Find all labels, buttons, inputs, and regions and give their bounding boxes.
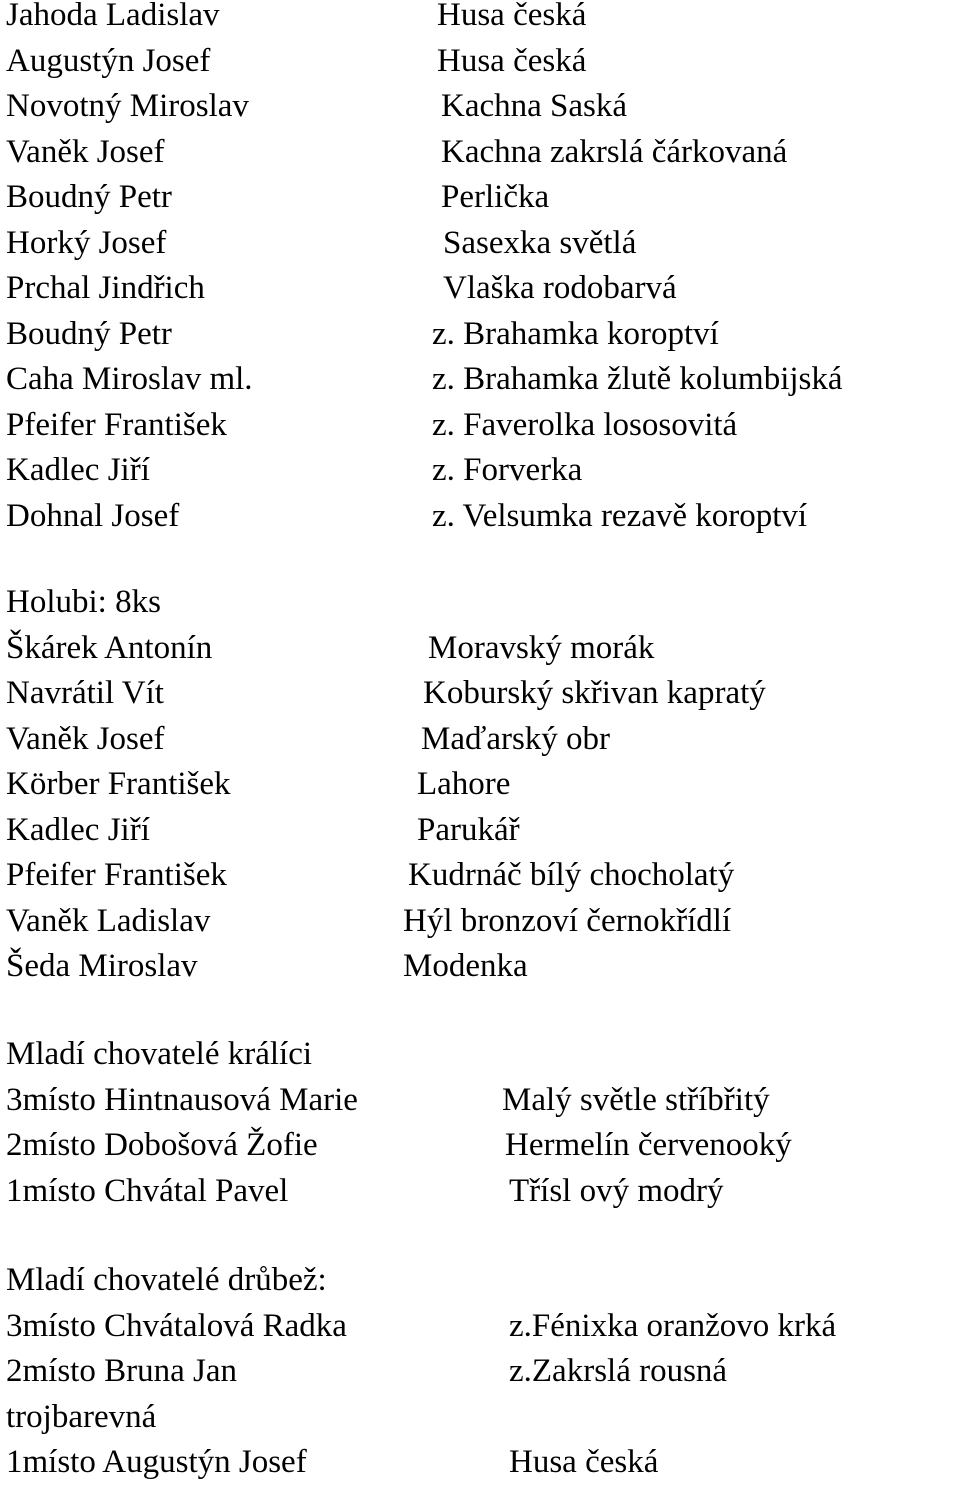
list-item [0, 1171, 960, 1217]
list-item [0, 719, 960, 765]
breed-name: Maďarský obr [421, 720, 611, 757]
exhibitor-name: Vaněk Ladislav [6, 902, 211, 939]
section-heading: Mladí chovatelé drůbež: [6, 1262, 327, 1298]
breed-name: Lahore [417, 766, 511, 802]
list-item [0, 223, 960, 269]
section-heading: Holubi: 8ks [6, 584, 161, 620]
list-item [0, 1351, 960, 1397]
section-heading: Mladí chovatelé králíci [6, 1036, 313, 1072]
exhibitor-name: Kadlec Jiří [6, 811, 150, 848]
list-item [0, 314, 960, 360]
breed-name: z. Faverolka lososovitá [432, 406, 738, 443]
placement-name: 3místo Hintnausová Marie [6, 1081, 358, 1118]
poultry-section [0, 0, 960, 541]
breed-name: Moravský morák [428, 629, 655, 666]
list-item [0, 1125, 960, 1171]
list-item [0, 132, 960, 178]
exhibitor-name: Vaněk Josef [6, 720, 165, 757]
exhibitor-name: Dohnal Josef [6, 497, 180, 534]
exhibitor-name: Škárek Antonín [6, 629, 213, 666]
placement-name: 2místo Bruna Jan [6, 1353, 237, 1389]
breed-name: Sasexka světlá [443, 224, 637, 261]
exhibitor-name: Horký Josef [6, 224, 167, 261]
young-rabbits-section [0, 1034, 960, 1216]
list-item [0, 496, 960, 542]
breed-name: Husa česká [437, 42, 587, 79]
list-item [0, 1080, 960, 1126]
list-item [0, 901, 960, 947]
exhibitor-name: Jahoda Ladislav [6, 0, 220, 33]
breed-name: Malý světle stříbřitý [502, 1081, 770, 1118]
exhibitor-name: Šeda Miroslav [6, 948, 198, 984]
exhibitor-name: Kadlec Jiří [6, 452, 150, 488]
young-poultry-section [0, 1260, 960, 1488]
list-item [0, 1442, 960, 1488]
exhibitor-name: Caha Miroslav ml. [6, 361, 253, 397]
placement-name: 3místo Chvátalová Radka [6, 1307, 347, 1344]
list-item [0, 810, 960, 856]
placement-name: 2místo Dobošová Žofie [6, 1127, 318, 1163]
placement-name: 1místo Chvátal Pavel [6, 1172, 289, 1209]
list-item [0, 0, 960, 41]
exhibitor-name: Boudný Petr [6, 315, 172, 352]
exhibitor-name: Pfeifer František [6, 857, 227, 893]
breed-name: Husa česká [437, 0, 587, 33]
breed-name: Koburský skřivan kapratý [423, 675, 766, 711]
breed-name: z. Brahamka koroptví [432, 315, 719, 352]
breed-name: z.Fénixka oranžovo krká [509, 1307, 837, 1344]
list-item [0, 450, 960, 496]
exhibitor-name: Pfeifer František [6, 406, 227, 443]
breed-name: Kudrnáč bílý chocholatý [408, 857, 735, 893]
breed-name: Modenka [403, 948, 528, 984]
breed-name: z. Velsumka rezavě koroptví [432, 497, 808, 534]
exhibitor-name: Vaněk Josef [6, 133, 165, 170]
breed-name: Třísl ový modrý [509, 1172, 724, 1209]
placement-name: 1místo Augustýn Josef [6, 1444, 307, 1480]
list-item [0, 359, 960, 405]
list-item [0, 405, 960, 451]
breed-name: Vlaška rodobarvá [443, 270, 677, 306]
breed-name: Hermelín červenooký [505, 1127, 792, 1163]
exhibitor-name: Prchal Jindřich [6, 270, 205, 306]
exhibitor-name: Novotný Miroslav [6, 88, 249, 124]
list-item [0, 177, 960, 223]
breed-name: z.Zakrslá rousná [509, 1353, 728, 1389]
breed-name: Hýl bronzoví černokřídlí [403, 902, 732, 939]
list-item [0, 946, 960, 992]
list-item [0, 628, 960, 674]
list-item [0, 41, 960, 87]
breed-name: z. Forverka [432, 452, 583, 488]
list-item [0, 855, 960, 901]
list-item [0, 86, 960, 132]
breed-name: Kachna zakrslá čárkovaná [441, 133, 788, 170]
pigeons-section [0, 582, 960, 992]
breed-continuation: trojbarevná [6, 1398, 157, 1435]
exhibitor-name: Körber František [6, 766, 231, 802]
breed-name: z. Brahamka žlutě kolumbijská [432, 361, 843, 397]
exhibitor-name: Augustýn Josef [6, 42, 211, 79]
exhibitor-name: Boudný Petr [6, 179, 172, 215]
list-item [0, 673, 960, 719]
breed-name: Parukář [417, 811, 520, 848]
list-item [0, 764, 960, 810]
breed-name: Kachna Saská [441, 88, 628, 124]
breed-name: Husa česká [509, 1444, 659, 1480]
breed-name: Perlička [441, 179, 550, 215]
exhibitor-name: Navrátil Vít [6, 675, 164, 711]
list-item [0, 268, 960, 314]
list-item [0, 1306, 960, 1352]
